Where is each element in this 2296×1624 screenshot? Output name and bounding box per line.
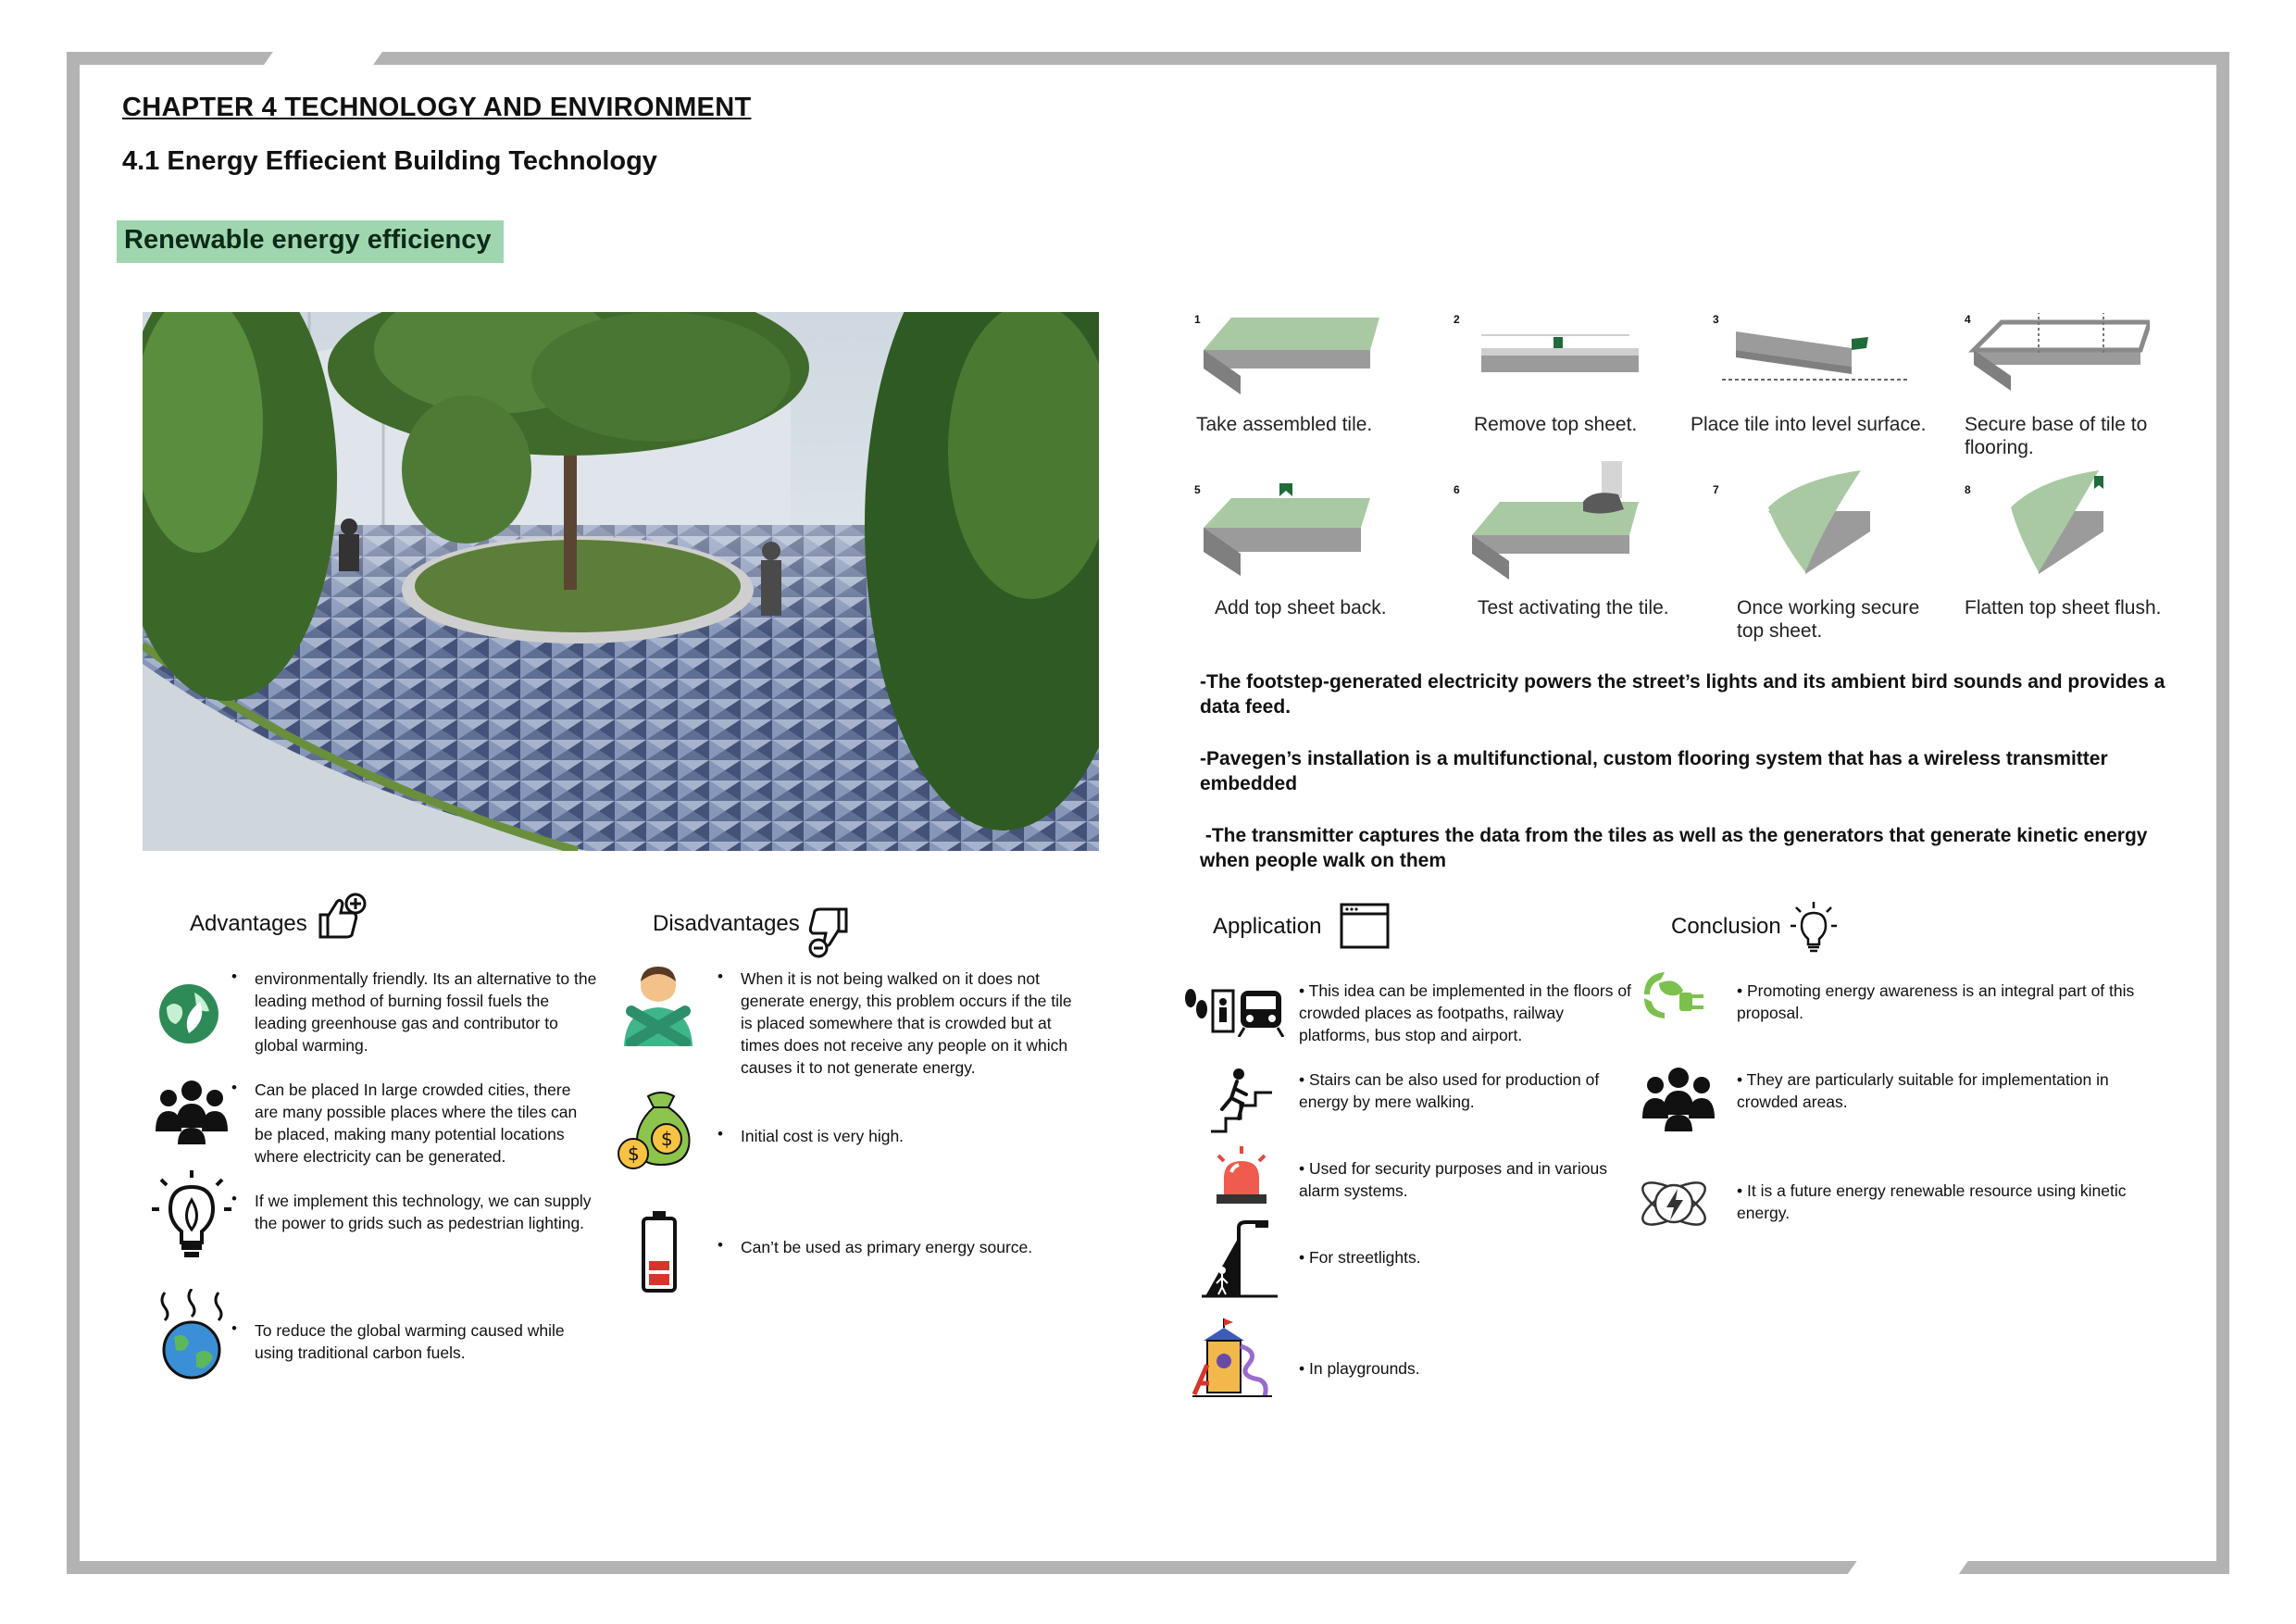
crowd-icon: [1635, 1065, 1722, 1131]
list-bullet: •: [718, 1125, 723, 1143]
advantage-global-warming: To reduce the global warming caused while using traditional carbon fuels.: [255, 1321, 565, 1362]
step-caption: Once working secure top sheet.: [1737, 597, 1920, 642]
alarm-icon: [1209, 1144, 1274, 1207]
disadvantage-no-footfall: When it is not being walked on it does not generate energy, this problem occurs if the tile is placed somewhere that is crowded but at times does not receive any people on it which causes it to not generate energy.: [741, 969, 1072, 1077]
application-heading: Application: [1213, 914, 1322, 939]
conclusion-crowded-areas: • They are particularly suitable for implementation in crowded areas.: [1737, 1070, 2109, 1111]
statement-transmitter: -The transmitter captures the data from the tiles as well as the generators that generate kinetic energy when people walk on them: [1200, 825, 2153, 871]
svg-text:$: $: [661, 1128, 673, 1150]
tile-illustration: [1454, 461, 1639, 591]
conclusion-future-resource: • It is a future energy renewable resource using kinetic energy.: [1737, 1181, 2127, 1222]
advantages-heading: Advantages: [190, 911, 307, 936]
stairs-icon: [1209, 1067, 1274, 1133]
step-number: 5: [1194, 483, 1201, 496]
list-bullet: •: [718, 968, 723, 985]
thumbs-down-minus-icon: [807, 906, 854, 959]
tile-illustration: [1194, 483, 1379, 585]
application-window-icon: [1339, 902, 1391, 950]
tile-illustration: [1713, 470, 1898, 591]
advantage-eco-friendly: environmentally friendly. Its an alternative to the leading method of burning fossil fuels the leading greenhouse gas and contributor to global warming.: [255, 969, 597, 1055]
application-security-alarms: • Used for security purposes and in various alarm systems.: [1299, 1159, 1607, 1200]
frame-notch-bottom: [1845, 1559, 1969, 1578]
money-bag-icon: [615, 1089, 698, 1174]
step-8: [1965, 470, 2215, 656]
frame-notch-top: [263, 50, 384, 67]
tile-illustration: [1965, 313, 2150, 406]
section-badge: [117, 220, 504, 263]
list-bullet: •: [231, 1319, 237, 1337]
list-bullet: •: [231, 1190, 237, 1207]
svg-text:$: $: [628, 1143, 640, 1165]
list-bullet: •: [231, 968, 237, 985]
disadvantages-heading: Disadvantages: [653, 911, 800, 936]
section-badge-label: Renewable energy efficiency: [124, 225, 492, 255]
step-caption: Secure base of tile to flooring.: [1965, 414, 2148, 458]
step-number: 1: [1194, 313, 1201, 326]
step-5: [1194, 483, 1444, 641]
hot-earth-icon: [148, 1289, 235, 1381]
step-caption: Remove top sheet.: [1474, 414, 1638, 435]
low-battery-icon: [639, 1209, 680, 1294]
conclusion-heading: Conclusion: [1671, 914, 1781, 939]
playground-icon: [1192, 1318, 1272, 1398]
application-stairs: • Stairs can be also used for production of energy by mere walking.: [1299, 1070, 1600, 1111]
step-4: [1965, 313, 2215, 458]
kinetic-energy-icon: [1635, 1159, 1713, 1248]
application-crowded-places: • This idea can be implemented in the floors of crowded places as footpaths, railway platforms, bus stop and airport.: [1299, 981, 1631, 1044]
step-caption: Flatten top sheet flush.: [1965, 597, 2162, 618]
eco-globe-icon: [154, 980, 224, 1048]
idea-bulb-icon: [1791, 900, 1837, 954]
application-playgrounds: • In playgrounds.: [1299, 1359, 1420, 1378]
step-number: 2: [1454, 313, 1460, 326]
step-number: 4: [1965, 313, 1971, 326]
step-number: 8: [1965, 483, 1971, 496]
plaza-rendering-image: [143, 312, 1099, 851]
statement-installation: -Pavegen’s installation is a multifunctional, custom flooring system that has a wireless transmitter embedded: [1200, 748, 2108, 794]
transit-icon: [1183, 985, 1287, 1037]
step-1: [1194, 313, 1444, 452]
crowd-icon: [148, 1078, 235, 1144]
step-2: [1454, 313, 1703, 452]
step-7: [1713, 470, 1963, 656]
step-6: [1454, 461, 1703, 646]
disadvantage-initial-cost: Initial cost is very high.: [741, 1127, 905, 1145]
streetlight-icon: [1202, 1218, 1278, 1298]
list-bullet: •: [718, 1236, 723, 1254]
no-gesture-icon: [618, 963, 698, 1046]
advantage-power-grids: If we implement this technology, we can supply the power to grids such as pedestrian lighting.: [255, 1192, 592, 1232]
tile-illustration: [1454, 313, 1639, 406]
eco-plug-icon: [1635, 967, 1705, 1024]
list-bullet: •: [231, 1079, 237, 1096]
eco-bulb-icon: [148, 1168, 235, 1263]
step-caption: Test activating the tile.: [1478, 597, 1669, 618]
application-streetlights: • For streetlights.: [1299, 1248, 1421, 1267]
tile-illustration: [1965, 470, 2150, 591]
step-number: 7: [1713, 483, 1719, 496]
thumbs-up-plus-icon: [315, 893, 368, 941]
step-caption: Place tile into level surface.: [1691, 414, 1927, 435]
advantage-crowded-cities: Can be placed In large crowded cities, there are many possible places where the tiles can be placed, making many potential locations where electricity can be generated.: [255, 1081, 578, 1166]
step-number: 6: [1454, 483, 1460, 496]
statement-street-lights: -The footstep-generated electricity powers the street’s lights and its ambient bird sounds and provides a data feed.: [1200, 671, 2165, 718]
tile-illustration: [1713, 313, 1916, 406]
step-number: 3: [1713, 313, 1719, 326]
step-3: [1691, 313, 1963, 452]
disadvantage-not-primary: Can’t be used as primary energy source.: [741, 1238, 1033, 1256]
tile-illustration: [1194, 313, 1379, 406]
section-title: 4.1 Energy Effiecient Building Technology: [122, 146, 657, 176]
step-caption: Add top sheet back.: [1215, 597, 1387, 618]
conclusion-energy-awareness: • Promoting energy awareness is an integral part of this proposal.: [1737, 981, 2135, 1022]
chapter-title: CHAPTER 4 TECHNOLOGY AND ENVIRONMENT: [122, 93, 752, 122]
step-caption: Take assembled tile.: [1196, 414, 1373, 435]
